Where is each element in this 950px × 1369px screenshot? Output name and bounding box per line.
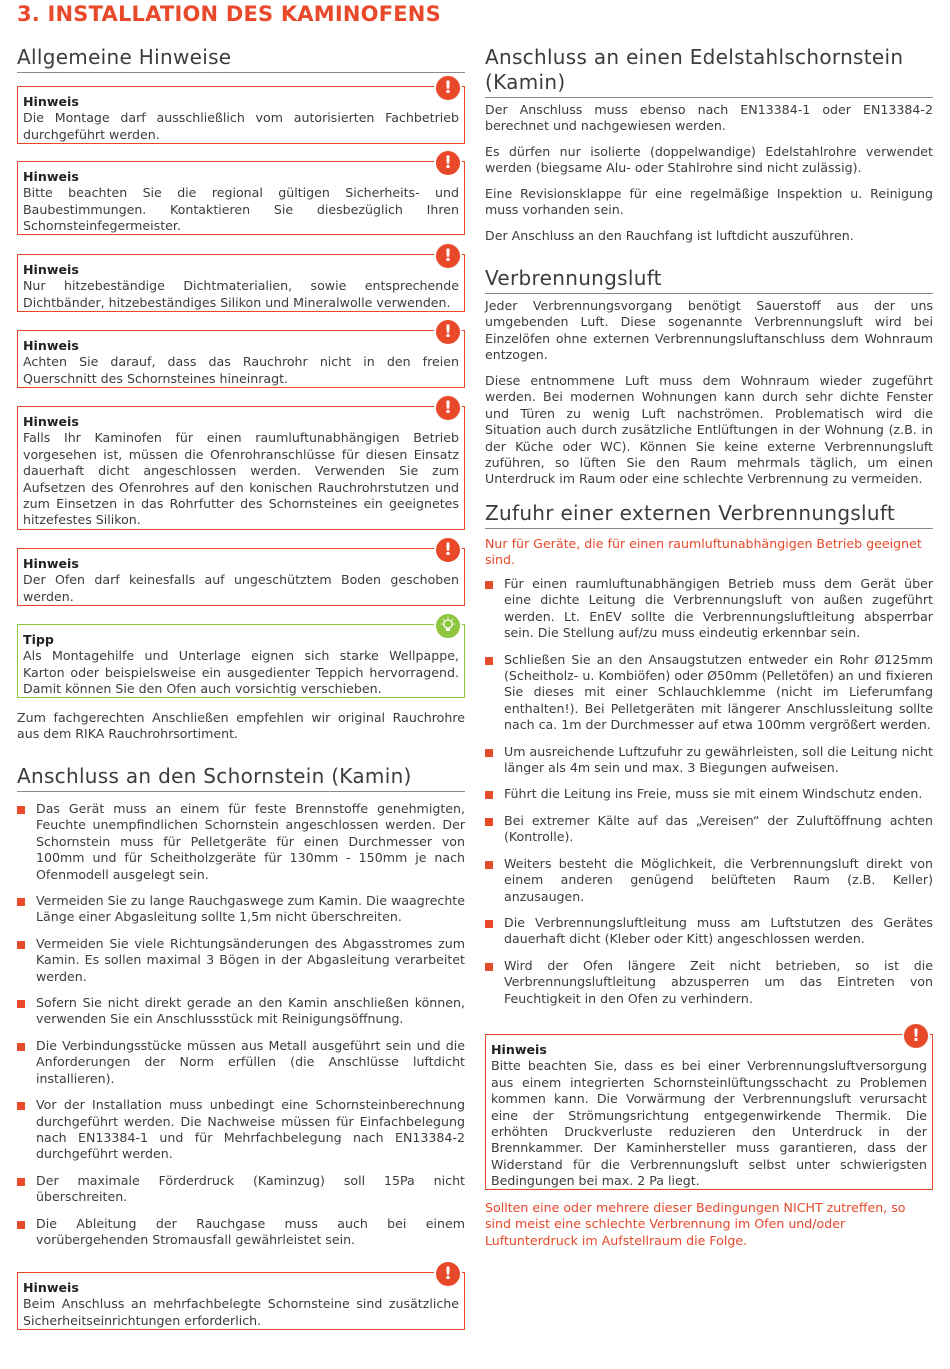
list-item	[485, 786, 933, 802]
bullet-square	[17, 1221, 25, 1229]
list-item	[485, 813, 933, 846]
exclamation-icon: !	[434, 1260, 462, 1288]
note-title: Hinweis	[23, 169, 79, 184]
list-item-text: Die Verbrennungsluftleitung muss am Luftstutzen des Gerätes dauerhaft dicht (Kleber oder Kitt) angeschlossen werden.	[504, 914, 933, 947]
note-text: Die Montage darf ausschließlich vom autorisierten Fachbetrieb durchgeführt werden.	[23, 110, 459, 142]
note-title: Hinweis	[23, 94, 79, 109]
exclamation-icon: !	[434, 318, 462, 346]
bullet-square	[17, 898, 25, 906]
list-item-text: Bei extremer Kälte auf das „Vereisen“ der Zuluftöffnung achten (Kontrolle).	[504, 812, 933, 845]
bullet-square	[17, 806, 25, 814]
list-item	[17, 801, 465, 883]
note-text: Beim Anschluss an mehrfachbelegte Schornsteine sind zusätzliche Sicherheitseinrichtungen erforderlich.	[23, 1296, 459, 1328]
exclamation-icon: !	[434, 394, 462, 422]
exclamation-icon: !	[902, 1022, 930, 1050]
note-text: Der Ofen darf keinesfalls auf ungeschütztem Boden geschoben werden.	[23, 572, 459, 604]
list-item-text: Der maximale Förderdruck (Kaminzug) soll 15Pa nicht überschreiten.	[36, 1172, 465, 1205]
list-item-text: Vermeiden Sie zu lange Rauchgaswege zum Kamin. Die waagrechte Länge einer Abgasleitung sollte 1,5m nicht überschreiten.	[36, 893, 465, 925]
bullet-square	[17, 1178, 25, 1186]
list-item-text: Das Gerät muss an einem für feste Brennstoffe genehmigten, Feuchte unempfindlichen Schornstein angeschlossen werden. Der Schornstein muss für Pelletgeräte für einen Durchmesser von 100mm und für Scheitholzgeräte für 130mm - 150mm je nach Ofenmodell ausgelegt sein.	[36, 801, 465, 882]
steel-paragraph: Der Anschluss muss ebenso nach EN13384-1 oder EN13384-2 berechnet und nachgewiesen werden.	[485, 102, 933, 134]
bullet-square	[485, 818, 493, 826]
lightbulb-icon	[434, 612, 462, 640]
page-title: 3. INSTALLATION DES KAMINOFENS	[17, 2, 441, 26]
list-item-text: Weiters besteht die Möglichkeit, die Verbrennungsluft direkt von einem anderen genügend belüfteten Raum (z.B. Keller) anzusaugen.	[504, 855, 933, 904]
general-heading: Allgemeine Hinweise	[17, 45, 465, 73]
chimney-list	[17, 801, 465, 1258]
list-item	[485, 856, 933, 905]
note-title: Hinweis	[23, 338, 79, 353]
note-box	[17, 540, 465, 606]
list-item	[17, 1173, 465, 1206]
list-item	[17, 1038, 465, 1087]
steel-heading: Anschluss an einen Edelstahlschornstein (Kamin)	[485, 45, 933, 98]
exclamation-icon: !	[434, 74, 462, 102]
note-box	[17, 398, 465, 530]
list-item	[485, 915, 933, 948]
tip-text: Als Montagehilfe und Unterlage eignen sich starke Wellpappe, Karton oder beispielsweise ein ausgedienter Teppich hervorragend. Damit können Sie den Ofen auch vorsichtig verschieben.	[23, 648, 459, 697]
bullet-square	[17, 1043, 25, 1051]
steel-paragraph: Es dürfen nur isolierte (doppelwandige) Edelstahlrohre verwendet werden (biegsame Alu- oder Stahlrohre sind nicht zulässig).	[485, 144, 933, 176]
note-box	[485, 1026, 933, 1190]
air-heading: Verbrennungsluft	[485, 266, 933, 294]
note-title: Hinweis	[23, 1280, 79, 1295]
note-title: Hinweis	[23, 414, 79, 429]
external-heading: Zufuhr einer externen Verbrennungsluft	[485, 501, 933, 529]
note-title: Hinweis	[23, 262, 79, 277]
list-item	[17, 1097, 465, 1163]
note-title: Hinweis	[23, 556, 79, 571]
bullet-square	[485, 791, 493, 799]
note-box	[17, 78, 465, 144]
note-box	[17, 322, 465, 388]
list-item	[485, 958, 933, 1007]
bullet-square	[17, 941, 25, 949]
closing-text: Sollten eine oder mehrere dieser Bedingungen NICHT zutreffen, so sind meist eine schlechte Verbrennung im Ofen und/oder Luftunterdruck im Aufstellraum die Folge.	[485, 1200, 906, 1248]
list-item-text: Um ausreichende Luftzufuhr zu gewährleisten, soll die Leitung nicht länger als 4m sein und max. 3 Biegungen aufweisen.	[504, 743, 933, 776]
external-list	[485, 576, 933, 1017]
list-item-text: Schließen Sie an den Ansaugstutzen entweder ein Rohr Ø125mm (Scheitholz- u. Kombiöfen) oder Ø50mm (Pelletöfen) an und fixieren Sie dieses mit einer Schlauchklemme (nicht im Lieferumfang enthalten!). Bei Pelletgeräten mit längerer Anschlussleitung sollte nach ca. 1m der Durchmesser auf etwa 100mm vergrößert werden.	[504, 651, 933, 733]
note-text: Bitte beachten Sie, dass es bei einer Verbrennungsluftversorgung aus einem integrierten Schornsteinlüftungsschacht zu Problemen kommen kann. Die Vorwärmung der Verbrennungsluft verursacht eine der Strömungsrichtung entgegenwirkende Thermik. Die erhöhten Druckverluste reduzieren den Unterdruck in der Brennkammer. Der Kaminhersteller muss garantieren, dass der Widerstand für die Verbrennungsluft selbst unter schwierigsten Bedingungen bei max. 2 Pa liegt.	[491, 1058, 927, 1189]
list-item	[17, 893, 465, 926]
exclamation-icon: !	[434, 536, 462, 564]
bullet-square	[485, 963, 493, 971]
bullet-square	[485, 657, 493, 665]
list-item-text: Für einen raumluftunabhängigen Betrieb muss dem Gerät über eine dichte Leitung die Verbrennungsluft von außen zugeführt werden. Lt. EnEV sollte die Verbrennungsluftleitung absperrbar sein. Die Stellung auf/zu muss eindeutig erkennbar sein.	[504, 576, 933, 641]
air-paragraph: Jeder Verbrennungsvorgang benötigt Sauerstoff aus der uns umgebenden Luft. Diese sogenannte Verbrennungsluft wird bei Einzelöfen ohne externen Verbrennungsluftanschluss dem Wohnraum entzogen.	[485, 298, 933, 363]
tip-title: Tipp	[23, 632, 54, 647]
list-item-text: Die Verbindungsstücke müssen aus Metall ausgeführt sein und die Anforderungen der Norm erfüllen (die Anschlüsse luftdicht installieren).	[36, 1037, 465, 1086]
note-box	[17, 1264, 465, 1330]
list-item-text: Führt die Leitung ins Freie, muss sie mit einem Windschutz enden.	[504, 786, 923, 802]
list-item	[17, 995, 465, 1028]
note-text: Nur hitzebeständige Dichtmaterialien, sowie entsprechende Dichtbänder, hitzebeständiges Silikon und Mineralwolle verwenden.	[23, 278, 459, 310]
list-item-text: Vermeiden Sie viele Richtungsänderungen des Abgasstromes zum Kamin. Es sollen maximal 3 Bögen in der Abgasleitung verarbeitet werden.	[36, 935, 465, 984]
list-item-text: Die Ableitung der Rauchgase muss auch bei einem vorübergehenden Stromausfall gewährleistet sein.	[36, 1215, 465, 1247]
list-item-text: Vor der Installation muss unbedingt eine Schornsteinberechnung durchgeführt werden. Die Nachweise müssen für Einfachbelegung nach EN13384-1 und für Mehrfachbelegung nach EN13384-2 durchgeführt werden.	[36, 1097, 465, 1162]
list-item	[485, 744, 933, 777]
exclamation-icon: !	[434, 242, 462, 270]
recommend-text: Zum fachgerechten Anschließen empfehlen wir original Rauchrohre aus dem RIKA Rauchrohrsortiment.	[17, 710, 465, 742]
external-intro: Nur für Geräte, die für einen raumluftunabhängigen Betrieb geeignet sind.	[485, 536, 922, 568]
steel-paragraph: Der Anschluss an den Rauchfang ist luftdicht auszuführen.	[485, 228, 854, 243]
list-item	[17, 1216, 465, 1249]
bullet-square	[17, 1102, 25, 1110]
note-text: Achten Sie darauf, dass das Rauchrohr nicht in den freien Querschnitt des Schornsteines hineinragt.	[23, 354, 459, 386]
exclamation-icon: !	[434, 149, 462, 177]
list-item-text: Wird der Ofen längere Zeit nicht betrieben, so ist die Verbrennungsluftleitung abzusperren um das Eintreten von Feuchtigkeit in den Ofen zu verhindern.	[504, 957, 933, 1006]
bullet-square	[485, 581, 493, 589]
steel-paragraph: Eine Revisionsklappe für eine regelmäßige Inspektion u. Reinigung muss vorhanden sein.	[485, 186, 933, 218]
bullet-square	[17, 1000, 25, 1008]
note-text: Falls Ihr Kaminofen für einen raumluftunabhängigen Betrieb vorgesehen ist, müssen die Ofenrohranschlüsse für diesen Einsatz dauerhaft dicht angeschlossen werden. Verwenden Sie zum Aufsetzen des Ofenrohres auf den konischen Rauchrohrstutzen und zum Einsetzen in das Rohrfutter des Schornsteines ein geeignetes hitzefestes Silikon.	[23, 430, 459, 528]
list-item	[17, 936, 465, 985]
list-item-text: Sofern Sie nicht direkt gerade an den Kamin anschließen können, verwenden Sie ein Anschlussstück mit Reinigungsöffnung.	[36, 995, 465, 1027]
note-box	[17, 153, 465, 235]
list-item	[485, 576, 933, 642]
list-item	[485, 652, 933, 734]
bullet-square	[485, 920, 493, 928]
tip-box	[17, 624, 465, 698]
note-text: Bitte beachten Sie die regional gültigen Sicherheits- und Baubestimmungen. Kontaktieren Sie diesbezüglich Ihren Schornsteinfegermeister.	[23, 185, 459, 234]
bullet-square	[485, 861, 493, 869]
note-box	[17, 246, 465, 312]
bullet-square	[485, 749, 493, 757]
note-title: Hinweis	[491, 1042, 547, 1057]
air-paragraph: Diese entnommene Luft muss dem Wohnraum wieder zugeführt werden. Bei modernen Wohnungen kann durch sehr dichte Fenster und Türen zu wenig Luft nachströmen. Problematisch wird die Situation auch durch zusätzliche Entlüftungen in der Wohnung (z.B. in der Küche oder WC). Können Sie keine externe Verbrennungsluft zuführen, so lüften Sie den Raum mehrmals täglich, um einen Unterdruck im Raum oder eine schlechte Verbrennung zu vermeiden.	[485, 373, 933, 487]
chimney-heading: Anschluss an den Schornstein (Kamin)	[17, 764, 465, 792]
